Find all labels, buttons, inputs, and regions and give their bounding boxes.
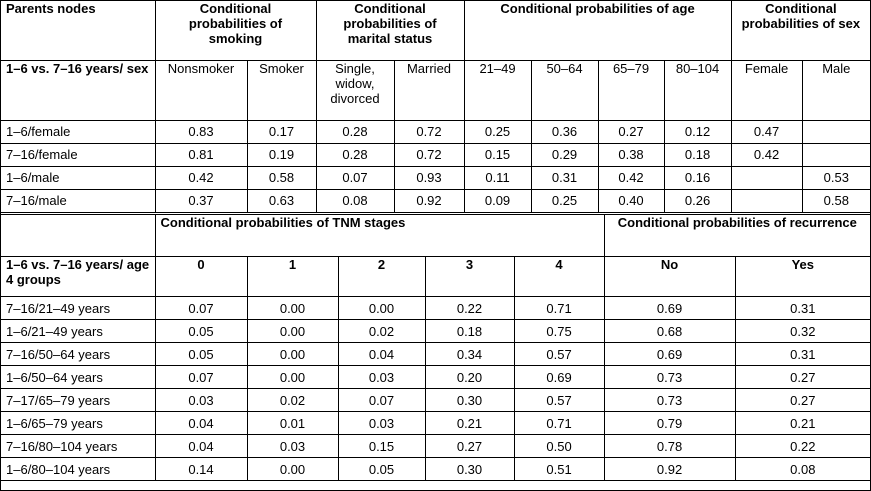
top-table-row xyxy=(1,143,870,166)
value-cell: 0.27 xyxy=(425,435,514,458)
header-tnm-stages: Conditional probabilities of TNM stages xyxy=(155,215,604,257)
top-table-body xyxy=(1,120,870,212)
value-cell: 0.63 xyxy=(247,189,316,212)
value-cell: 0.57 xyxy=(514,343,604,366)
value-cell: 0.31 xyxy=(735,343,870,366)
value-cell: 0.71 xyxy=(514,297,604,320)
value-cell: 0.05 xyxy=(155,320,247,343)
bottom-table-row xyxy=(1,320,870,343)
value-cell: 0.58 xyxy=(802,189,870,212)
value-cell: 0.00 xyxy=(247,458,338,481)
value-cell: 0.25 xyxy=(531,189,598,212)
value-cell: 0.08 xyxy=(735,458,870,481)
value-cell: 0.02 xyxy=(247,389,338,412)
subheader-recurrence-yes: Yes xyxy=(735,257,870,297)
value-cell: 0.00 xyxy=(247,343,338,366)
value-cell: 0.21 xyxy=(735,412,870,435)
subheader-age-21-49: 21–49 xyxy=(464,60,531,120)
subheader-stage-3: 3 xyxy=(425,257,514,297)
value-cell: 0.38 xyxy=(598,143,664,166)
subheader-age-65-79: 65–79 xyxy=(598,60,664,120)
value-cell: 0.92 xyxy=(394,189,464,212)
value-cell: 0.09 xyxy=(464,189,531,212)
value-cell: 0.27 xyxy=(598,120,664,143)
value-cell: 0.42 xyxy=(155,166,247,189)
value-cell: 0.15 xyxy=(464,143,531,166)
value-cell: 0.00 xyxy=(338,297,425,320)
row-label: 7–16/80–104 years xyxy=(1,435,155,458)
value-cell: 0.04 xyxy=(338,343,425,366)
value-cell: 0.05 xyxy=(338,458,425,481)
value-cell: 0.79 xyxy=(604,412,735,435)
bottom-table-row xyxy=(1,389,870,412)
value-cell: 0.16 xyxy=(664,166,731,189)
row-label: 7–17/65–79 years xyxy=(1,389,155,412)
value-cell: 0.07 xyxy=(155,297,247,320)
value-cell: 0.42 xyxy=(598,166,664,189)
value-cell: 0.08 xyxy=(316,189,394,212)
value-cell: 0.27 xyxy=(735,366,870,389)
value-cell: 0.02 xyxy=(338,320,425,343)
value-cell: 0.71 xyxy=(514,412,604,435)
value-cell: 0.04 xyxy=(155,435,247,458)
value-cell: 0.18 xyxy=(425,320,514,343)
value-cell: 0.37 xyxy=(155,189,247,212)
bottom-table-row xyxy=(1,297,870,320)
value-cell: 0.69 xyxy=(604,343,735,366)
value-cell: 0.30 xyxy=(425,389,514,412)
value-cell: 0.11 xyxy=(464,166,531,189)
value-cell: 0.03 xyxy=(247,435,338,458)
bottom-table-row xyxy=(1,366,870,389)
value-cell: 0.92 xyxy=(604,458,735,481)
subheader-smoker: Smoker xyxy=(247,60,316,120)
top-subheader-row xyxy=(1,60,870,120)
value-cell: 0.17 xyxy=(247,120,316,143)
value-cell: 0.40 xyxy=(598,189,664,212)
subheader-row-label: 1–6 vs. 7–16 years/ age 4 groups xyxy=(1,257,155,297)
value-cell: 0.36 xyxy=(531,120,598,143)
value-cell: 0.73 xyxy=(604,389,735,412)
value-cell: 0.19 xyxy=(247,143,316,166)
row-label: 1–6/21–49 years xyxy=(1,320,155,343)
bottom-header-row xyxy=(1,215,870,257)
header-sex: Conditional probabilities of sex xyxy=(731,1,870,60)
value-cell: 0.29 xyxy=(531,143,598,166)
value-cell: 0.31 xyxy=(735,297,870,320)
row-label: 1–6/65–79 years xyxy=(1,412,155,435)
value-cell: 0.07 xyxy=(316,166,394,189)
value-cell xyxy=(802,143,870,166)
header-recurrence: Conditional probabilities of recurrence xyxy=(604,215,870,257)
row-label: 7–16/female xyxy=(1,143,155,166)
top-header-row xyxy=(1,1,870,60)
subheader-single: Single, widow, divorced xyxy=(316,60,394,120)
value-cell: 0.32 xyxy=(735,320,870,343)
value-cell: 0.72 xyxy=(394,143,464,166)
value-cell: 0.14 xyxy=(155,458,247,481)
subheader-stage-4: 4 xyxy=(514,257,604,297)
value-cell: 0.47 xyxy=(731,120,802,143)
value-cell: 0.26 xyxy=(664,189,731,212)
value-cell: 0.28 xyxy=(316,120,394,143)
value-cell: 0.72 xyxy=(394,120,464,143)
value-cell: 0.21 xyxy=(425,412,514,435)
subheader-age-80-104: 80–104 xyxy=(664,60,731,120)
value-cell: 0.31 xyxy=(531,166,598,189)
value-cell: 0.69 xyxy=(514,366,604,389)
subheader-row-label: 1–6 vs. 7–16 years/ sex xyxy=(1,60,155,120)
value-cell: 0.18 xyxy=(664,143,731,166)
value-cell: 0.05 xyxy=(155,343,247,366)
value-cell: 0.01 xyxy=(247,412,338,435)
bottom-table-row xyxy=(1,458,870,481)
value-cell: 0.00 xyxy=(247,320,338,343)
value-cell: 0.57 xyxy=(514,389,604,412)
bottom-subheader-row xyxy=(1,257,870,297)
subheader-age-50-64: 50–64 xyxy=(531,60,598,120)
value-cell: 0.83 xyxy=(155,120,247,143)
value-cell: 0.93 xyxy=(394,166,464,189)
bottom-table-row xyxy=(1,343,870,366)
value-cell: 0.58 xyxy=(247,166,316,189)
value-cell: 0.53 xyxy=(802,166,870,189)
bottom-table-row xyxy=(1,412,870,435)
subheader-female: Female xyxy=(731,60,802,120)
top-table-row xyxy=(1,166,870,189)
bottom-table xyxy=(1,214,870,481)
value-cell: 0.73 xyxy=(604,366,735,389)
subheader-stage-1: 1 xyxy=(247,257,338,297)
header-age: Conditional probabilities of age xyxy=(464,1,731,60)
subheader-stage-0: 0 xyxy=(155,257,247,297)
row-label: 7–16/50–64 years xyxy=(1,343,155,366)
row-label: 1–6/female xyxy=(1,120,155,143)
value-cell: 0.15 xyxy=(338,435,425,458)
value-cell: 0.12 xyxy=(664,120,731,143)
value-cell: 0.68 xyxy=(604,320,735,343)
value-cell: 0.03 xyxy=(338,366,425,389)
value-cell: 0.03 xyxy=(155,389,247,412)
row-label: 1–6/male xyxy=(1,166,155,189)
value-cell: 0.22 xyxy=(735,435,870,458)
subheader-male: Male xyxy=(802,60,870,120)
value-cell: 0.04 xyxy=(155,412,247,435)
header-blank xyxy=(1,215,155,257)
value-cell: 0.28 xyxy=(316,143,394,166)
value-cell: 0.27 xyxy=(735,389,870,412)
bottom-table-body xyxy=(1,297,870,481)
row-label: 7–16/male xyxy=(1,189,155,212)
row-label: 7–16/21–49 years xyxy=(1,297,155,320)
value-cell: 0.51 xyxy=(514,458,604,481)
value-cell: 0.30 xyxy=(425,458,514,481)
top-table xyxy=(1,1,870,213)
value-cell xyxy=(731,189,802,212)
value-cell: 0.07 xyxy=(338,389,425,412)
value-cell: 0.00 xyxy=(247,366,338,389)
value-cell: 0.20 xyxy=(425,366,514,389)
bottom-table-row xyxy=(1,435,870,458)
value-cell: 0.69 xyxy=(604,297,735,320)
value-cell: 0.22 xyxy=(425,297,514,320)
value-cell: 0.34 xyxy=(425,343,514,366)
top-table-row xyxy=(1,189,870,212)
value-cell: 0.50 xyxy=(514,435,604,458)
row-label: 1–6/50–64 years xyxy=(1,366,155,389)
row-label: 1–6/80–104 years xyxy=(1,458,155,481)
value-cell xyxy=(802,120,870,143)
top-table-row xyxy=(1,120,870,143)
value-cell: 0.03 xyxy=(338,412,425,435)
value-cell: 0.00 xyxy=(247,297,338,320)
subheader-married: Married xyxy=(394,60,464,120)
value-cell: 0.25 xyxy=(464,120,531,143)
value-cell: 0.07 xyxy=(155,366,247,389)
header-parents-nodes: Parents nodes xyxy=(1,1,155,60)
value-cell: 0.78 xyxy=(604,435,735,458)
value-cell: 0.75 xyxy=(514,320,604,343)
value-cell: 0.81 xyxy=(155,143,247,166)
value-cell xyxy=(731,166,802,189)
header-smoking: Conditional probabilities of smoking xyxy=(155,1,316,60)
value-cell: 0.42 xyxy=(731,143,802,166)
subheader-nonsmoker: Nonsmoker xyxy=(155,60,247,120)
header-marital-status: Conditional probabilities of marital status xyxy=(316,1,464,60)
subheader-recurrence-no: No xyxy=(604,257,735,297)
subheader-stage-2: 2 xyxy=(338,257,425,297)
